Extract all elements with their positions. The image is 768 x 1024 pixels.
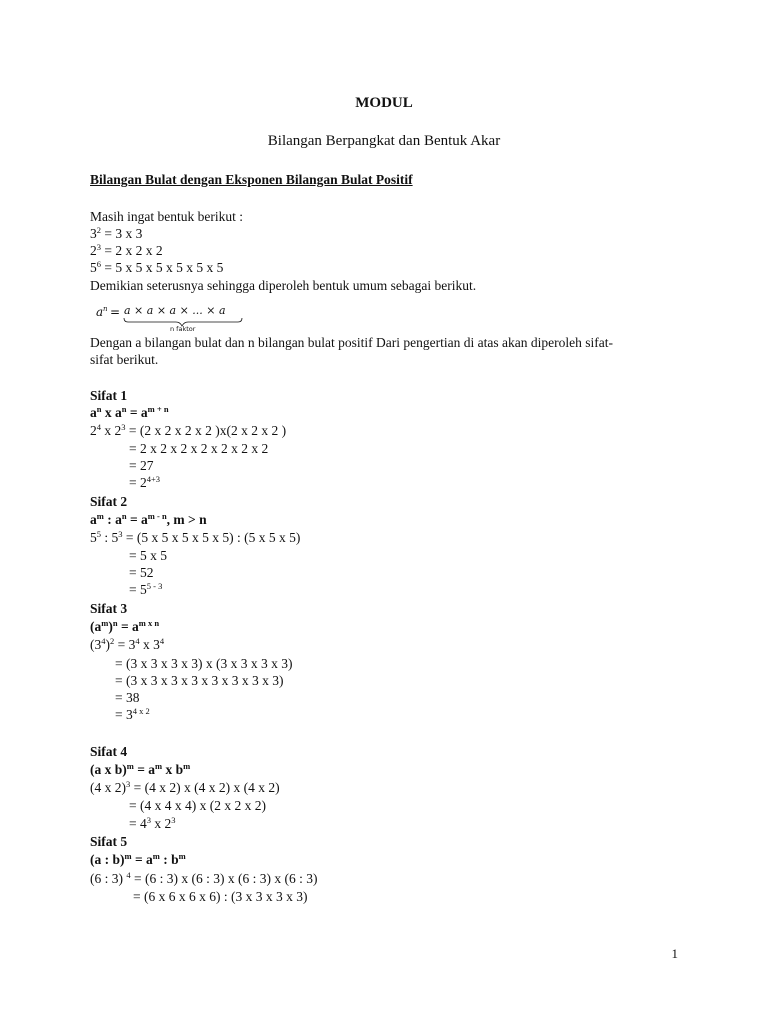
- intro-general: Demikian seterusnya sehingga diperoleh bentuk umum sebagai berikut.: [90, 278, 477, 293]
- intro-desc-1: Dengan a bilangan bulat dan n bilangan bulat positif Dari pengertian di atas akan diperoleh sifat-: [90, 335, 613, 350]
- sifat3-line-2: = (3 x 3 x 3 x 3) x (3 x 3 x 3 x 3): [115, 656, 293, 671]
- intro-desc-2: sifat berikut.: [90, 352, 159, 367]
- formula-lhs-exponent: n: [103, 305, 108, 313]
- sifat1-line-1: $2^4$ x $2^3 = (2$ x 2 x 2 x 2 )x(2 x 2 x 2 ): [90, 422, 287, 438]
- general-formula: [92, 302, 292, 332]
- sifat1-line-4: = $2^{4+3}$: [129, 474, 161, 490]
- sifat2-line-3: = 52: [129, 565, 154, 580]
- sifat1-line-3: = 27: [129, 458, 154, 473]
- sifat3-rule: $(a^m)^n = a^{m x n}$: [90, 618, 160, 634]
- sifat5-line-2: = (6 x 6 x 6 x 6) : (3 x 3 x 3 x 3): [133, 889, 308, 904]
- page-number: 1: [671, 946, 678, 961]
- sifat4-heading: Sifat 4: [90, 744, 128, 759]
- intro-example-1: $3^2 = 3$ x 3: [90, 225, 143, 241]
- sifat5-rule: (a : $b)^m = a^m$ : $b^m$: [90, 851, 186, 867]
- intro-example-3: $5^6 = 5$ x 5 x 5 x 5 x 5 x 5: [90, 259, 224, 275]
- sifat4-line-3: = $4^3$ x $2^3$: [129, 815, 176, 831]
- sifat3-line-3: = (3 x 3 x 3 x 3 x 3 x 3 x 3 x 3): [115, 673, 284, 688]
- sifat4-line-2: = (4 x 4 x 4) x (2 x 2 x 2): [129, 798, 266, 813]
- sifat4-rule: (a x $b)^m = a^m$ x $b^m$: [90, 761, 191, 777]
- sifat2-line-1: $5^5$ : $5^3 = (5$ x 5 x 5 x 5 x 5) : (5 x 5 x 5): [90, 529, 301, 545]
- sifat1-line-2: = 2 x 2 x 2 x 2 x 2 x 2 x 2: [129, 441, 269, 456]
- sifat4-line-1: (4 x 2)$^3$ = (4 x 2) x (4 x 2) x (4 x 2): [90, 779, 280, 795]
- sifat2-heading: Sifat 2: [90, 494, 128, 509]
- intro-lead: Masih ingat bentuk berikut :: [90, 209, 243, 224]
- doc-subtitle: Bilangan Berpangkat dan Bentuk Akar: [267, 133, 501, 149]
- sifat3-line-5: = $3^{4 x 2}$: [115, 706, 150, 722]
- sifat2-line-2: = 5 x 5: [129, 548, 167, 563]
- sifat3-line-4: = 38: [115, 690, 140, 705]
- sifat5-line-1: (6 : 3) $^4$ = (6 : 3) x (6 : 3) x (6 : 3) x (6 : 3): [90, 870, 318, 886]
- section-heading: Bilangan Bulat dengan Eksponen Bilangan Bulat Positif: [90, 172, 413, 187]
- formula-under: n faktor: [170, 325, 196, 332]
- sifat2-rule: $a^m$ : $a^n = a^{m - n}$, m > n: [90, 511, 207, 527]
- intro-example-2: $2^3 = 2$ x 2 x 2: [90, 242, 163, 258]
- sifat5-heading: Sifat 5: [90, 834, 128, 849]
- formula-eq: =: [110, 305, 121, 319]
- sifat1-heading: Sifat 1: [90, 388, 128, 403]
- sifat3-heading: Sifat 3: [90, 601, 128, 616]
- sifat1-rule: $a^n$ x $a^n = a^{m + n}$: [90, 404, 169, 420]
- sifat3-line-1: $(3^4)^2 = 3^4$ x $3^4$: [90, 636, 165, 652]
- formula-rhs: a × a × a × ... × a: [124, 304, 226, 317]
- sifat2-line-4: = $5^{5 - 3}$: [129, 581, 163, 597]
- doc-title: MODUL: [355, 95, 413, 111]
- formula-lhs: a: [96, 305, 104, 319]
